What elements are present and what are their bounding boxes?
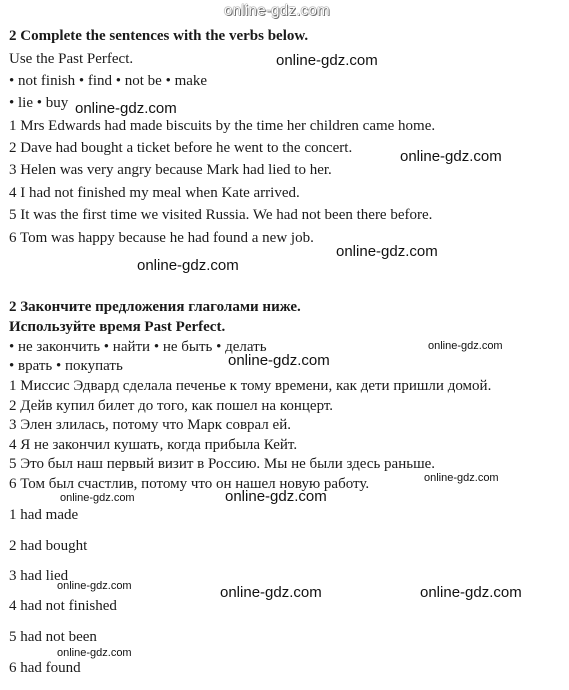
- answer-2: 2 had bought: [9, 538, 88, 554]
- sentence-en-2: 2 Dave had bought a ticket before he went to the concert.: [9, 140, 353, 156]
- sentence-ru-2: 2 Дейв купил билет до того, как пошел на концерт.: [9, 398, 334, 414]
- watermark: online-gdz.com: [336, 243, 438, 260]
- verb-list-en-1: • not finish • find • not be • make: [9, 73, 208, 89]
- verb-list-ru-1: • не закончить • найти • не быть • делать: [9, 339, 267, 355]
- watermark: online-gdz.com: [276, 52, 378, 69]
- sentence-ru-6: 6 Том был счастлив, потому что он нашел новую работу.: [9, 476, 370, 492]
- exercise-title-en: 2 Complete the sentences with the verbs below.: [9, 28, 309, 44]
- watermark-top: online-gdz.com: [224, 2, 330, 19]
- watermark: online-gdz.com: [420, 584, 522, 601]
- sentence-en-6: 6 Tom was happy because he had found a new job.: [9, 230, 314, 246]
- sentence-en-3: 3 Helen was very angry because Mark had lied to her.: [9, 162, 332, 178]
- verb-list-en-2: • lie • buy: [9, 95, 69, 111]
- watermark: online-gdz.com: [428, 340, 503, 352]
- sentence-ru-3: 3 Элен злилась, потому что Марк соврал ей.: [9, 417, 291, 433]
- watermark: online-gdz.com: [225, 488, 327, 505]
- watermark: online-gdz.com: [137, 257, 239, 274]
- answer-5: 5 had not been: [9, 629, 97, 645]
- watermark: online-gdz.com: [424, 472, 499, 484]
- sentence-ru-5: 5 Это был наш первый визит в Россию. Мы не были здесь раньше.: [9, 456, 436, 472]
- instruction-ru: Используйте время Past Perfect.: [9, 319, 226, 335]
- watermark: online-gdz.com: [60, 492, 135, 504]
- watermark: online-gdz.com: [228, 352, 330, 369]
- exercise-title-ru: 2 Закончите предложения глаголами ниже.: [9, 299, 301, 315]
- answer-4: 4 had not finished: [9, 598, 117, 614]
- sentence-en-5: 5 It was the first time we visited Russia. We had not been there before.: [9, 207, 433, 223]
- sentence-ru-4: 4 Я не закончил кушать, когда прибыла Кейт.: [9, 437, 298, 453]
- sentence-en-1: 1 Mrs Edwards had made biscuits by the time her children came home.: [9, 118, 436, 134]
- answer-6: 6 had found: [9, 660, 81, 676]
- watermark: online-gdz.com: [220, 584, 322, 601]
- watermark: online-gdz.com: [400, 148, 502, 165]
- answer-3: 3 had lied: [9, 568, 69, 584]
- verb-list-ru-2: • врать • покупать: [9, 358, 123, 374]
- watermark: online-gdz.com: [75, 100, 177, 117]
- watermark: online-gdz.com: [57, 647, 132, 659]
- sentence-ru-1: 1 Миссис Эдвард сделала печенье к тому времени, как дети пришли домой.: [9, 378, 492, 394]
- answer-1: 1 had made: [9, 507, 79, 523]
- sentence-en-4: 4 I had not finished my meal when Kate arrived.: [9, 185, 300, 201]
- watermark: online-gdz.com: [57, 580, 132, 592]
- instruction-en: Use the Past Perfect.: [9, 51, 134, 67]
